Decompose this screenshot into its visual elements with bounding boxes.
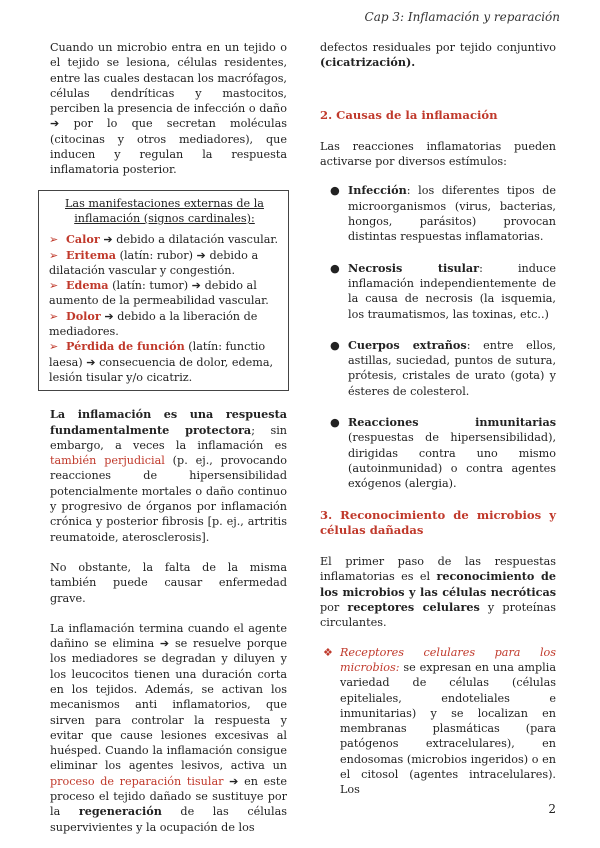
bold-term: (cicatrización). [320,55,416,70]
text-run: defectos residuales por tejido conjuntivo [320,41,556,54]
cause-text: : induce inflamación independientemente de la causa de necrosis (la isquemia, los traumatismos, las toxinas, etc..) [348,261,556,321]
cardinal-signs-box [38,190,289,392]
receptors-item [320,645,556,798]
bold-term: reconocimiento de los microbios y las células necróticas [320,569,556,599]
bold-term: regeneración [78,804,162,819]
intro-paragraph: Cuando un microbio entra en un tejido o el tejido se lesiona, células residentes, entre las cuales destacan los macrófagos, células dendríticas y mastocitos, perciben la presencia de infección o daño ➔ por lo que secretan moléculas (citocinas y otros mediadores), que inducen y regulan la respuesta inflamatoria posterior. [50,41,287,177]
bold-statement: La inflamación es una respuesta fundamentalmente protectora [50,407,287,437]
lack-paragraph: No obstante, la falta de la misma también puede causar enfermedad grave. [50,560,287,605]
sign-text: ➔ debido a la liberación de mediadores. [49,309,258,339]
text-run: ➔ en este proceso el tejido dañado se sustituye por la [50,774,287,819]
cardinal-sign-item [49,309,280,340]
box-title: Las manifestaciones externas de la inflamación (signos cardinales): [65,196,264,225]
sign-text: (latín: tumor) ➔ debido al aumento de la permeabilidad vascular. [49,279,269,308]
termination-paragraph [50,621,287,835]
arrow-bullet-icon: ➢ [49,309,59,323]
sign-term: Dolor [66,308,101,323]
recognition-paragraph [320,554,556,630]
cause-text: (respuestas de hipersensibilidad), dirigidas contra uno mismo (autoinmunidad) o contra agentes exógenos (alergia). [348,431,556,491]
left-column [50,40,287,835]
sign-text: (latín: rubor) ➔ debido a dilatación vascular y congestión. [49,248,259,277]
sign-term: Calor [66,232,100,247]
right-column [320,40,556,798]
page-number: 2 [548,802,556,816]
arrow-bullet-icon: ➢ [49,340,59,354]
arrow-bullet-icon: ➢ [49,279,59,293]
protective-paragraph [50,407,287,545]
cause-term: Cuerpos extraños [348,337,467,352]
sign-term: Eritema [66,247,117,262]
italic-term: Receptores celulares para los microbios: [340,645,556,674]
continuation-paragraph [320,40,556,71]
cardinal-sign-item [49,248,280,279]
bullet-icon: ● [330,261,340,275]
bullet-icon: ● [330,338,340,352]
causes-list [320,183,556,491]
sign-text: (latín: functio laesa) ➔ consecuencia de dolor, edema, lesión tisular y/o cicatriz. [49,340,274,384]
cause-term: Infección [348,183,407,198]
cause-term: Necrosis tisular [348,260,480,275]
cardinal-sign-item [49,339,280,385]
text-run: (p. ej., provocando reacciones de hipersensibilidad potencialmente mortales o daño continuo y progresivo de órganos por inflamación crónica y posterior fibrosis [p. ej., artritis reumatoide, aterosclerosis]. [50,454,287,544]
arrow-bullet-icon: ➢ [49,248,59,262]
list-item [320,415,556,491]
highlight-text: también perjudicial [50,454,165,468]
sign-term: Pérdida de función [66,339,185,354]
section-heading: 3. Reconocimiento de microbios y células dañadas [320,507,556,537]
text-run: El primer paso de las respuestas inflamatorias es el [320,555,556,584]
text-run: por [320,601,348,615]
list-item [320,183,556,244]
text-run: ; sin embargo, a veces la inflamación es [50,423,287,452]
causes-intro: Las reacciones inflamatorias pueden activarse por diversos estímulos: [320,139,556,169]
list-item [320,338,556,399]
cause-term: Reacciones inmunitarias [348,415,556,430]
diamond-bullet-icon: ❖ [323,645,334,659]
text-run: de las células supervivientes y la ocupación de los [50,805,287,834]
text-run: La inflamación termina cuando el agente dañino se elimina ➔ se resuelve porque los mediadores se degradan y diluyen y los leucocitos tienen una duración corta en los tejidos. Además, se activan los mecanismos anti inflamatorios, que sirven para controlar la respuesta y evitar que cause lesiones excesivas al huésped. Cuando la inflamación consigue eliminar los agentes lesivos, activa un [50,621,287,773]
cardinal-sign-item [49,278,280,309]
arrow-bullet-icon: ➢ [49,233,59,247]
sign-text: ➔ debido a dilatación vascular. [99,233,279,247]
highlight-text: proceso de reparación tisular [50,774,224,788]
bullet-icon: ● [330,416,340,430]
cause-text: : los diferentes tipos de microorganismos (virus, bacterias, hongos, parásitos) provocan distintas respuestas inflamatorias. [348,184,556,244]
bold-term: receptores celulares [347,600,480,615]
text-run: se expresan en una amplia variedad de células (células epiteliales, endoteliales e inmunitarias) y se localizan en membranas plasmáticas (para patógenos extracelulares), en endosomas (microbios ingeridos) o en el citosol (agentes intracelulares). Los [340,660,556,797]
cardinal-sign-item [49,232,280,247]
bullet-icon: ● [330,184,340,198]
section-heading: 2. Causas de la inflamación [320,107,498,122]
running-header: Cap 3: Inflamación y reparación [364,10,560,24]
sign-term: Edema [66,278,109,293]
cause-text: : entre ellos, astillas, suciedad, puntos de sutura, prótesis, cristales de urato (gota) y ésteres de colesterol. [348,338,556,398]
list-item [320,261,556,322]
text-run: y proteínas circulantes. [320,601,556,630]
